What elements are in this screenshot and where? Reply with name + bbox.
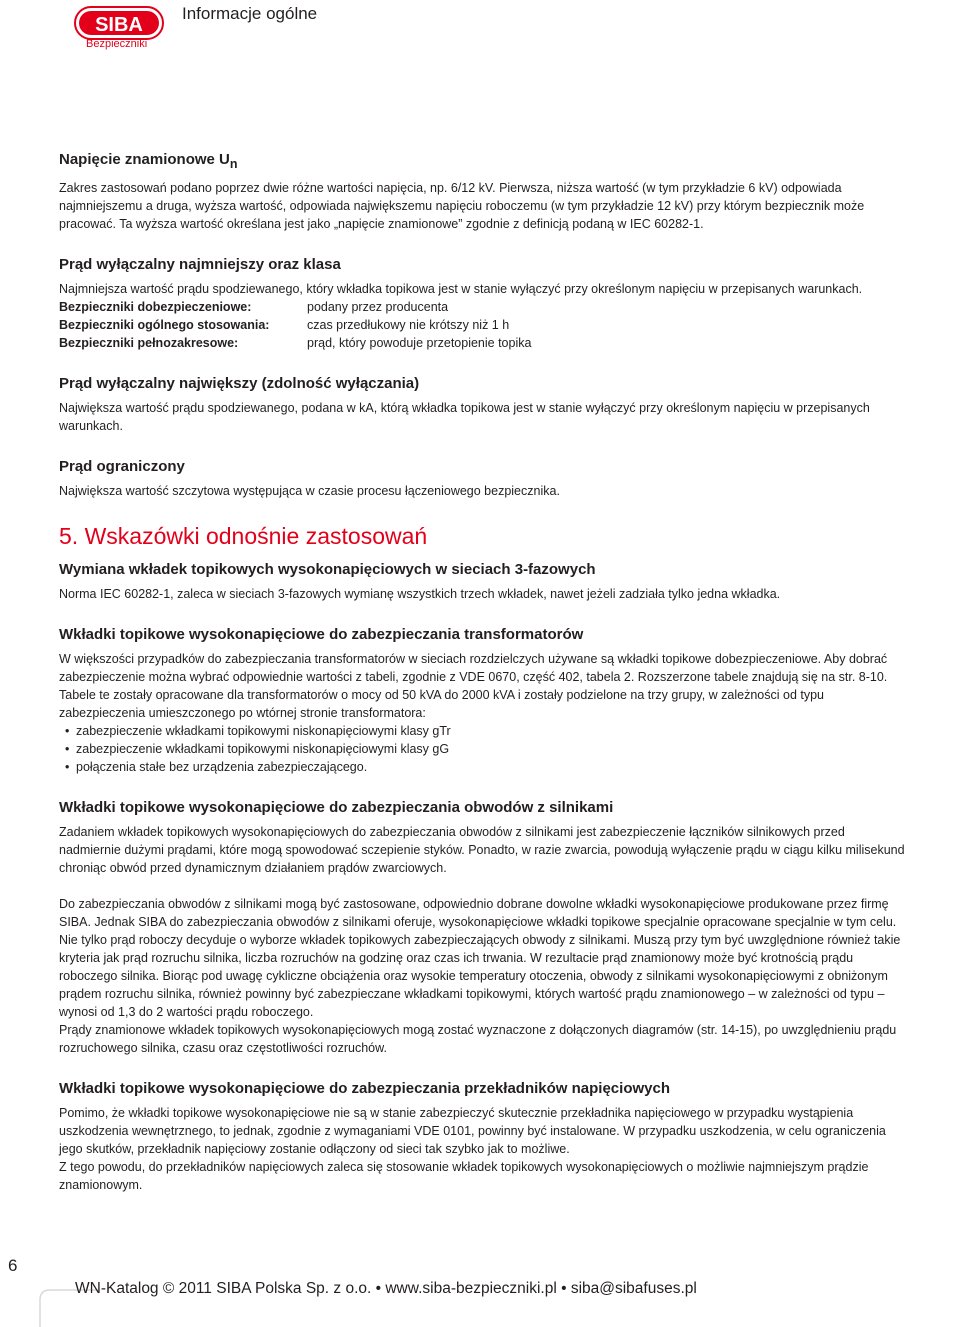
- section-title: Wkładki topikowe wysokonapięciowe do zabezpieczania obwodów z silnikami: [59, 799, 614, 816]
- definition-row: [59, 298, 905, 316]
- section-title: Prąd wyłączalny najmniejszy oraz klasa: [59, 256, 341, 273]
- paragraph: Najmniejsza wartość prądu spodziewanego, który wkładka topikowa jest w stanie wyłączyć przy określonym napięciu w przepisanych warunkach.: [59, 282, 863, 296]
- chapter-title: 5. Wskazówki odnośnie zastosowań: [59, 523, 428, 549]
- section-limited-current: [59, 457, 905, 500]
- list-item: • zabezpieczenie wkładkami topikowymi niskonapięciowymi klasy gTr: [65, 722, 905, 740]
- list-item: • połączenia stałe bez urządzenia zabezpieczającego.: [65, 758, 905, 776]
- paragraph: Zakres zastosowań podano poprzez dwie różne wartości napięcia, np. 6/12 kV. Pierwsza, niższa wartość (w tym przykładzie 6 kV) odpowiada najmniejszemu a druga, wyższa wartość, odpowiada największemu napięciu roboczemu (w tym przykładzie 12 kV) przy którym bezpiecznik może pracować. Ta wyższa wartość określana jest jako „napięcie znamionowe” zgodnie z definicją podaną w IEC 60282-1.: [59, 181, 865, 231]
- header-title: Informacje ogólne: [182, 4, 318, 23]
- section-title: Prąd ograniczony: [59, 458, 185, 475]
- paragraph: Norma IEC 60282-1, zaleca w sieciach 3-fazowych wymianę wszystkich trzech wkładek, nawet jeżeli zadziała tylko jedna wkładka.: [59, 587, 781, 601]
- paragraph: Nie tylko prąd roboczy decyduje o wyborze wkładek topikowych zabezpieczających obwody z silnikami. Muszą przy tym być uwzględnione również takie kryteria jak prąd rozruchu silnika, liczba rozruchów na godzinę oraz czas ich trwania. W rezultacie prąd znamionowy może być krotnością prądu roboczego silnika. Biorąc pod uwagę cykliczne obciążenia oraz wysokie temperatury otoczenia, obwody z silnikami wysokonapięciowymi z obniżonym prądem rozruchu silnika, również powinny być zabezpieczane wkładkami topikowymi, których wartość prądu znamionowego – w zależności od typu – wynosi od 1,3 do 2 wartości prądu roboczego.: [59, 933, 901, 1019]
- paragraph: Z tego powodu, do przekładników napięciowych zaleca się stosowanie wkładek topikowych wysokonapięciowych o możliwie najmniejszym prądzie znamionowym.: [59, 1160, 869, 1192]
- section-vt-protection: [59, 1079, 905, 1194]
- page-content: [59, 150, 905, 1216]
- list-item: • zabezpieczenie wkładkami topikowymi niskonapięciowymi klasy gG: [65, 740, 905, 758]
- paragraph: Zadaniem wkładek topikowych wysokonapięciowych do zabezpieczania obwodów z silnikami jest zabezpieczenie łączników silnikowych przed nadmiernie dużymi prądami, które mogą spowodować sczepienie styków. Ponadto, w razie zwarcia, powodują wyłączenie prądu w ciągu kilku milisekund chroniąc obwód przed dynamicznym działaniem prądów zwarciowych.: [59, 825, 905, 875]
- section-min-breaking-current: [59, 255, 905, 352]
- definition-term: Bezpieczniki pełnozakresowe:: [59, 336, 239, 350]
- bullet-list: [59, 722, 905, 776]
- definition-value: prąd, który powoduje przetopienie topika: [307, 336, 532, 350]
- definition-term: Bezpieczniki dobezpieczeniowe:: [59, 300, 252, 314]
- paragraph: Największa wartość szczytowa występująca w czasie procesu łączeniowego bezpiecznika.: [59, 484, 560, 498]
- paragraph: Do zabezpieczania obwodów z silnikami mogą być zastosowane, odpowiednio dobrane dowolne wkładki wysokonapięciowe produkowane przez firmę SIBA. Jednak SIBA do zabezpieczania obwodów z silnikami oferuje, wysokonapięciowe wkładki topikowe specjalnie opracowane specjalnie w tym celu.: [59, 897, 897, 929]
- section-title: Prąd wyłączalny największy (zdolność wyłączania): [59, 375, 420, 392]
- definition-value: podany przez producenta: [307, 300, 449, 314]
- siba-logo: [74, 6, 164, 40]
- section-motor-protection: [59, 798, 905, 1057]
- paragraph: Prądy znamionowe wkładek topikowych wysokonapięciowych mogą zostać wyznaczone z dołączonych diagramów (str. 14-15), po uwzględnieniu prądu rozruchowego silnika, czasu oraz częstotliwości rozruchów.: [59, 1023, 897, 1055]
- section-max-breaking-current: [59, 374, 905, 435]
- definition-term: Bezpieczniki ogólnego stosowania:: [59, 318, 270, 332]
- section-rated-voltage: [59, 150, 905, 233]
- paragraph: Pomimo, że wkładki topikowe wysokonapięciowe nie są w stanie zabezpieczyć skutecznie przekładnika napięciowego w przypadku wystąpienia uszkodzenia wewnętrznego, to jednak, zgodnie z wymaganiami VDE 0101, powinny być instalowane. W przypadku uszkodzenia, w celu ograniczenia jego skutków, przekładnik napięciowy zostanie odłączony od sieci tak szybko jak to możliwe.: [59, 1106, 886, 1156]
- section-3phase-replacement: [59, 560, 905, 603]
- page-number: 6: [8, 1256, 18, 1275]
- subscript: n: [229, 157, 238, 171]
- section-transformer-protection: [59, 625, 905, 776]
- section-title: Napięcie znamionowe $U_n$: [59, 151, 238, 171]
- section-title: Wkładki topikowe wysokonapięciowe do zabezpieczania przekładników napięciowych: [59, 1080, 670, 1097]
- definition-row: [59, 334, 905, 352]
- logo-text: SIBA: [95, 14, 143, 36]
- logo-subtitle: Bezpieczniki: [86, 38, 148, 50]
- page-footer: WN-Katalog © 2011 SIBA Polska Sp. z o.o. • www.siba-bezpieczniki.pl • siba@sibafuses.pl: [75, 1280, 697, 1297]
- section-title: Wymiana wkładek topikowych wysokonapięciowych w sieciach 3-fazowych: [59, 561, 596, 578]
- paragraph: W większości przypadków do zabezpieczania transformatorów w sieciach rozdzielczych używane są wkładki topikowe dobezpieczeniowe. Aby dobrać zabezpieczenie można wybrać odpowiednie wartości z tabeli, zgodnie z VDE 0670, część 402, tabela 2. Rozszerzone tabele znajdują się na str. 8-10. Tabele te zostały opracowane dla transformatorów o mocy od 50 kVA do 2000 kVA i zostały podzielone na trzy grupy, w zależności od typu zabezpieczenia umieszczonego po wtórnej stronie transformatora:: [59, 652, 888, 720]
- definition-value: czas przedłukowy nie krótszy niż 1 h: [307, 318, 510, 332]
- paragraph: Największa wartość prądu spodziewanego, podana w kA, którą wkładka topikowa jest w stanie wyłączyć przy określonym napięciu w przepisanych warunkach.: [59, 401, 870, 433]
- page-header: [0, 0, 960, 60]
- definition-row: [59, 316, 905, 334]
- section-title: Wkładki topikowe wysokonapięciowe do zabezpieczania transformatorów: [59, 626, 584, 643]
